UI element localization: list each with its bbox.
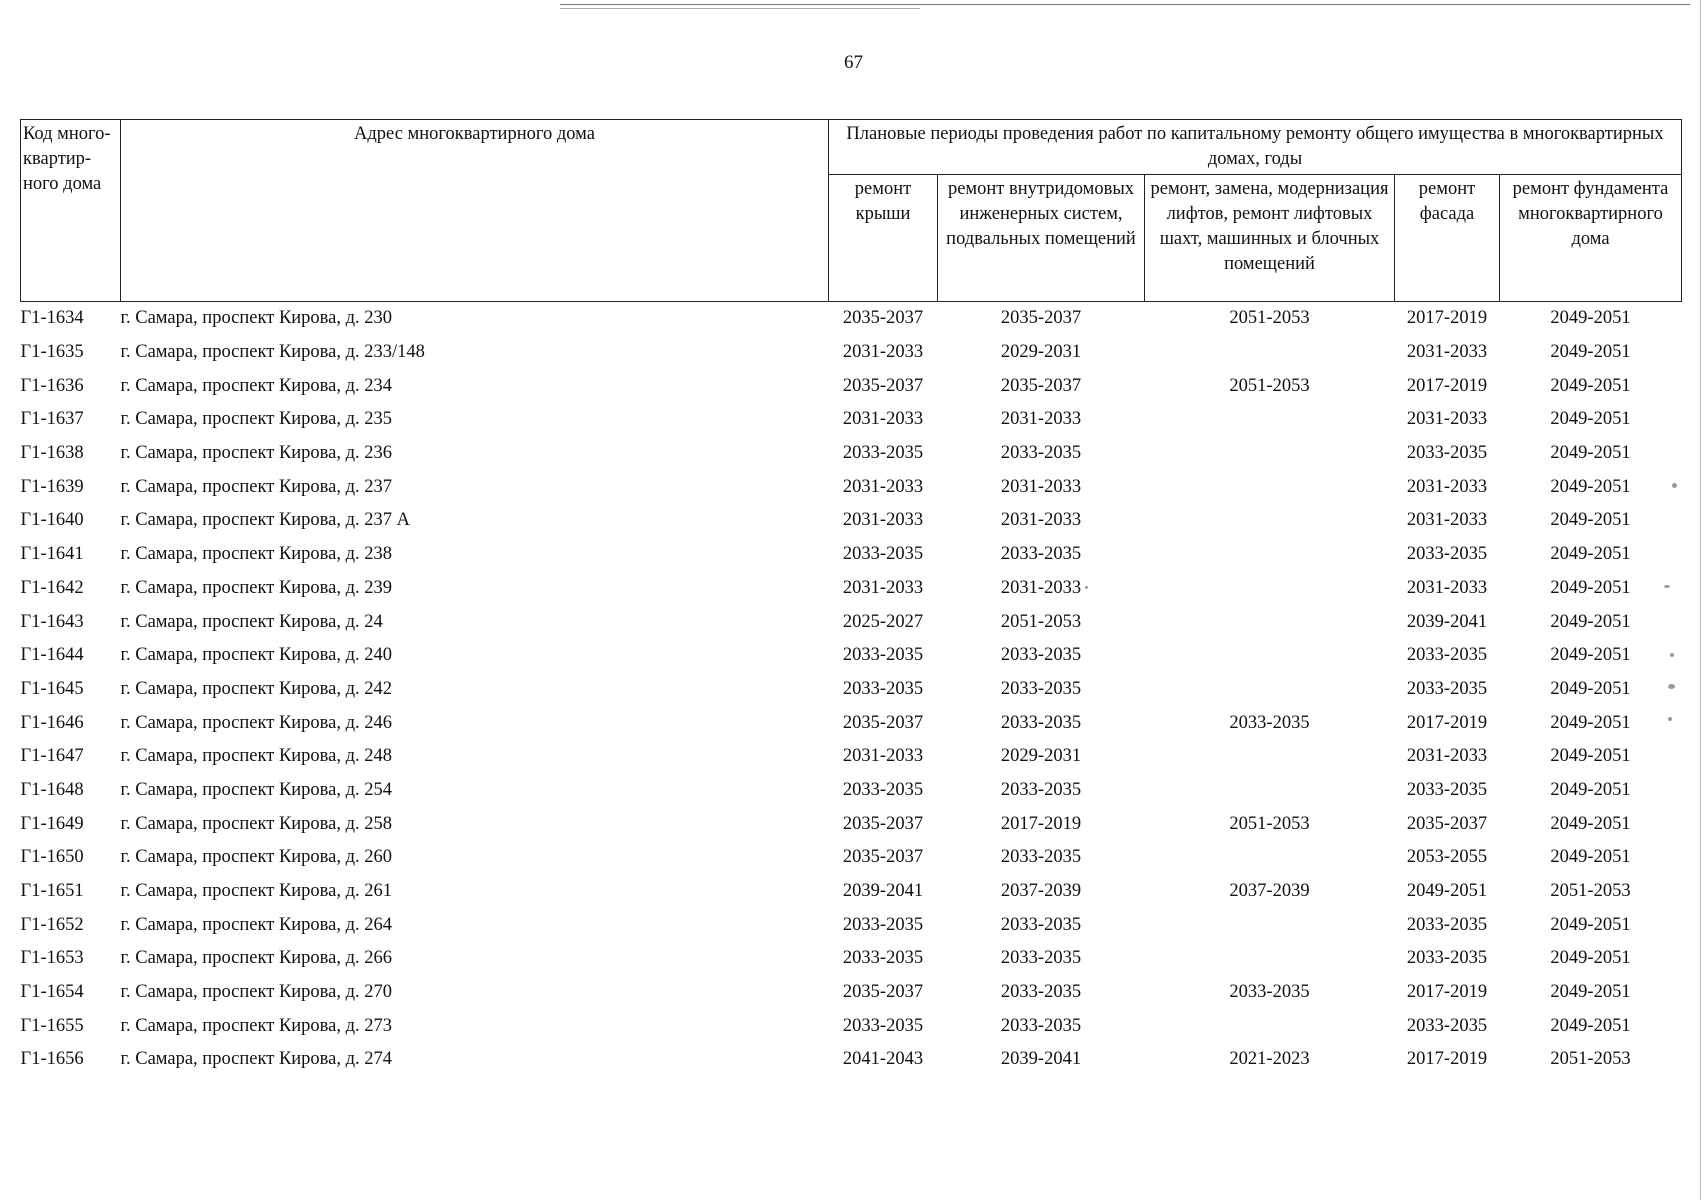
table-row [21, 908, 1682, 942]
table-row [21, 1009, 1682, 1043]
cell-facade: 2017-2019 [1406, 1049, 1488, 1070]
cell-lifts: 2037-2039 [1229, 881, 1310, 902]
table-row [21, 976, 1682, 1010]
cell-facade: 2053-2055 [1406, 847, 1488, 868]
cell-lifts [1145, 403, 1395, 437]
cell-systems: 2017-2019 [1000, 813, 1082, 834]
table-row [21, 673, 1682, 707]
cell-code: Г1-1652 [20, 914, 84, 935]
table-row [21, 807, 1682, 841]
cell-roof: 2033-2035 [842, 779, 924, 800]
header-planned-periods: Плановые периоды проведения работ по капитальному ремонту общего имущества в многоквартирных домах, годы [829, 120, 1682, 175]
cell-lifts [1145, 841, 1395, 875]
cell-roof: 2035-2037 [842, 982, 924, 1003]
cell-code: Г1-1650 [20, 847, 84, 868]
scan-speck [1664, 585, 1670, 588]
cell-lifts: 2021-2023 [1229, 1049, 1310, 1070]
cell-address: г. Самара, проспект Кирова, д. 239 [120, 577, 393, 598]
cell-address: г. Самара, проспект Кирова, д. 258 [120, 813, 393, 834]
scan-top-rule-secondary [560, 8, 920, 9]
cell-roof: 2031-2033 [842, 476, 924, 497]
header-facade: ремонт фасада [1395, 175, 1500, 302]
cell-systems: 2033-2035 [1000, 1015, 1082, 1036]
cell-code: Г1-1655 [20, 1015, 84, 1036]
cell-address: г. Самара, проспект Кирова, д. 237 [120, 476, 393, 497]
cell-code: Г1-1644 [20, 645, 84, 666]
cell-facade: 2049-2051 [1406, 881, 1488, 902]
cell-code: Г1-1646 [20, 712, 84, 733]
cell-lifts: 2033-2035 [1229, 712, 1310, 733]
cell-code: Г1-1656 [20, 1049, 84, 1070]
cell-facade: 2017-2019 [1406, 375, 1488, 396]
cell-roof: 2033-2035 [842, 544, 924, 565]
cell-address: г. Самара, проспект Кирова, д. 236 [120, 443, 393, 464]
cell-lifts [1145, 605, 1395, 639]
table-row [21, 875, 1682, 909]
cell-code: Г1-1640 [20, 510, 84, 531]
cell-systems: 2033-2035 [1000, 779, 1082, 800]
cell-lifts [1145, 470, 1395, 504]
cell-foundation: 2051-2053 [1550, 1049, 1631, 1070]
cell-facade: 2031-2033 [1406, 409, 1488, 430]
cell-code: Г1-1641 [20, 544, 84, 565]
table-row [21, 942, 1682, 976]
header-roof: ремонт крыши [829, 175, 938, 302]
cell-roof: 2031-2033 [842, 577, 924, 598]
cell-roof: 2033-2035 [842, 645, 924, 666]
cell-lifts [1145, 336, 1395, 370]
cell-address: г. Самара, проспект Кирова, д. 230 [120, 308, 393, 329]
table-row [21, 1043, 1682, 1077]
cell-roof: 2033-2035 [842, 1015, 924, 1036]
cell-facade: 2039-2041 [1406, 611, 1488, 632]
table-row [21, 572, 1682, 606]
cell-facade: 2033-2035 [1406, 544, 1488, 565]
table-row [21, 437, 1682, 471]
header-address: Адрес многоквартирного дома [121, 120, 829, 302]
cell-roof: 2033-2035 [842, 948, 924, 969]
cell-foundation: 2049-2051 [1550, 409, 1631, 430]
cell-roof: 2035-2037 [842, 847, 924, 868]
cell-facade: 2033-2035 [1406, 948, 1488, 969]
cell-systems: 2029-2031 [1000, 746, 1082, 767]
table-row [21, 740, 1682, 774]
cell-code: Г1-1637 [20, 409, 84, 430]
table-row [21, 639, 1682, 673]
repair-schedule-table [20, 119, 1682, 1077]
cell-systems: 2033-2035 [1000, 544, 1082, 565]
cell-lifts [1145, 740, 1395, 774]
cell-facade: 2031-2033 [1406, 577, 1488, 598]
scan-speck [1668, 717, 1672, 721]
cell-foundation: 2049-2051 [1550, 847, 1631, 868]
cell-roof: 2031-2033 [842, 342, 924, 363]
cell-code: Г1-1634 [20, 308, 84, 329]
cell-address: г. Самара, проспект Кирова, д. 261 [120, 881, 393, 902]
cell-code: Г1-1635 [20, 342, 84, 363]
cell-facade: 2033-2035 [1406, 645, 1488, 666]
cell-facade: 2017-2019 [1406, 982, 1488, 1003]
cell-systems: 2031-2033 [1000, 409, 1082, 430]
cell-roof: 2035-2037 [842, 375, 924, 396]
cell-roof: 2033-2035 [842, 914, 924, 935]
cell-foundation: 2049-2051 [1550, 544, 1631, 565]
cell-facade: 2033-2035 [1406, 678, 1488, 699]
cell-lifts [1145, 572, 1395, 606]
cell-code: Г1-1643 [20, 611, 84, 632]
table-row [21, 369, 1682, 403]
cell-facade: 2017-2019 [1406, 308, 1488, 329]
cell-systems: 2033-2035 [1000, 982, 1082, 1003]
header-foundation: ремонт фундамента многоквартирного дома [1500, 175, 1682, 302]
cell-lifts [1145, 942, 1395, 976]
cell-code: Г1-1645 [20, 678, 84, 699]
cell-systems: 2033-2035 [1000, 443, 1082, 464]
cell-systems: 2033-2035 [1000, 847, 1082, 868]
cell-lifts [1145, 437, 1395, 471]
cell-address: г. Самара, проспект Кирова, д. 24 [120, 611, 383, 632]
cell-lifts [1145, 538, 1395, 572]
cell-address: г. Самара, проспект Кирова, д. 266 [120, 948, 393, 969]
cell-facade: 2033-2035 [1406, 779, 1488, 800]
cell-foundation: 2049-2051 [1550, 476, 1631, 497]
table-row [21, 538, 1682, 572]
cell-roof: 2039-2041 [842, 881, 924, 902]
cell-address: г. Самара, проспект Кирова, д. 254 [120, 779, 393, 800]
cell-foundation: 2049-2051 [1550, 308, 1631, 329]
cell-systems: 2051-2053 [1000, 611, 1082, 632]
cell-roof: 2035-2037 [842, 813, 924, 834]
cell-code: Г1-1647 [20, 746, 84, 767]
cell-address: г. Самара, проспект Кирова, д. 248 [120, 746, 393, 767]
cell-foundation: 2049-2051 [1550, 914, 1631, 935]
cell-code: Г1-1638 [20, 443, 84, 464]
scan-speck [1670, 653, 1674, 657]
cell-roof: 2031-2033 [842, 746, 924, 767]
scan-top-rule [560, 4, 1690, 5]
cell-systems: 2029-2031 [1000, 342, 1082, 363]
scan-right-edge [1700, 0, 1701, 1200]
cell-facade: 2033-2035 [1406, 443, 1488, 464]
cell-code: Г1-1649 [20, 813, 84, 834]
table-row [21, 504, 1682, 538]
table-row [21, 605, 1682, 639]
table-row [21, 774, 1682, 808]
cell-facade: 2031-2033 [1406, 510, 1488, 531]
cell-systems: 2033-2035 [1000, 914, 1082, 935]
cell-foundation: 2049-2051 [1550, 375, 1631, 396]
cell-lifts [1145, 1009, 1395, 1043]
cell-address: г. Самара, проспект Кирова, д. 238 [120, 544, 393, 565]
table-row [21, 302, 1682, 336]
cell-systems: 2033-2035 [1000, 678, 1082, 699]
cell-roof: 2041-2043 [842, 1049, 924, 1070]
page-number: 67 [844, 52, 863, 73]
header-systems: ремонт внутридомовых инженерных систем, подвальных помещений [938, 175, 1145, 302]
cell-foundation: 2049-2051 [1550, 342, 1631, 363]
cell-facade: 2033-2035 [1406, 914, 1488, 935]
table-row [21, 841, 1682, 875]
cell-facade: 2033-2035 [1406, 1015, 1488, 1036]
cell-lifts: 2051-2053 [1229, 375, 1310, 396]
table-body [21, 302, 1682, 1077]
cell-code: Г1-1642 [20, 577, 84, 598]
cell-address: г. Самара, проспект Кирова, д. 273 [120, 1015, 393, 1036]
cell-systems: 2033-2035 [1000, 712, 1082, 733]
cell-foundation: 2051-2053 [1550, 881, 1631, 902]
cell-address: г. Самара, проспект Кирова, д. 242 [120, 678, 393, 699]
cell-lifts [1145, 774, 1395, 808]
cell-address: г. Самара, проспект Кирова, д. 260 [120, 847, 393, 868]
cell-lifts [1145, 908, 1395, 942]
scan-speck [1668, 684, 1675, 689]
header-lifts: ремонт, замена, модернизация лифтов, ремонт лифтовых шахт, машинных и блочных помещений [1145, 175, 1395, 302]
cell-lifts: 2051-2053 [1229, 813, 1310, 834]
cell-address: г. Самара, проспект Кирова, д. 237 А [120, 510, 411, 531]
cell-foundation: 2049-2051 [1550, 948, 1631, 969]
cell-facade: 2031-2033 [1406, 342, 1488, 363]
cell-foundation: 2049-2051 [1550, 678, 1631, 699]
cell-systems: 2039-2041 [1000, 1049, 1082, 1070]
cell-facade: 2031-2033 [1406, 746, 1488, 767]
cell-code: Г1-1639 [20, 476, 84, 497]
cell-lifts: 2051-2053 [1229, 308, 1310, 329]
cell-foundation: 2049-2051 [1550, 746, 1631, 767]
cell-lifts [1145, 639, 1395, 673]
cell-roof: 2031-2033 [842, 510, 924, 531]
cell-roof: 2035-2037 [842, 308, 924, 329]
cell-address: г. Самара, проспект Кирова, д. 233/148 [120, 342, 425, 363]
cell-foundation: 2049-2051 [1550, 510, 1631, 531]
cell-address: г. Самара, проспект Кирова, д. 270 [120, 982, 393, 1003]
cell-roof: 2033-2035 [842, 443, 924, 464]
cell-lifts: 2033-2035 [1229, 982, 1310, 1003]
cell-roof: 2031-2033 [842, 409, 924, 430]
table-row [21, 706, 1682, 740]
cell-roof: 2035-2037 [842, 712, 924, 733]
cell-foundation: 2049-2051 [1550, 645, 1631, 666]
cell-code: Г1-1653 [20, 948, 84, 969]
cell-foundation: 2049-2051 [1550, 813, 1631, 834]
cell-roof: 2025-2027 [842, 611, 924, 632]
cell-systems: 2035-2037 [1000, 375, 1082, 396]
cell-facade: 2035-2037 [1406, 813, 1488, 834]
cell-foundation: 2049-2051 [1550, 577, 1631, 598]
cell-systems: 2033-2035 [1000, 948, 1082, 969]
cell-code: Г1-1636 [20, 375, 84, 396]
cell-systems: 2031-2033 [1000, 510, 1082, 531]
cell-facade: 2031-2033 [1406, 476, 1488, 497]
cell-roof: 2033-2035 [842, 678, 924, 699]
cell-code: Г1-1651 [20, 881, 84, 902]
cell-systems: 2033-2035 [1000, 645, 1082, 666]
cell-lifts [1145, 673, 1395, 707]
table-row [21, 336, 1682, 370]
cell-code: Г1-1654 [20, 982, 84, 1003]
cell-lifts [1145, 504, 1395, 538]
header-code: Код много-квартир-ного дома [21, 120, 121, 302]
cell-foundation: 2049-2051 [1550, 712, 1631, 733]
cell-foundation: 2049-2051 [1550, 443, 1631, 464]
cell-systems: 2037-2039 [1000, 881, 1082, 902]
cell-facade: 2017-2019 [1406, 712, 1488, 733]
cell-address: г. Самара, проспект Кирова, д. 234 [120, 375, 393, 396]
cell-systems: 2035-2037 [1000, 308, 1082, 329]
scan-speck [1672, 483, 1677, 488]
cell-foundation: 2049-2051 [1550, 611, 1631, 632]
cell-foundation: 2049-2051 [1550, 982, 1631, 1003]
cell-address: г. Самара, проспект Кирова, д. 246 [120, 712, 393, 733]
table-row [21, 403, 1682, 437]
scan-speck [1085, 586, 1088, 589]
cell-foundation: 2049-2051 [1550, 779, 1631, 800]
cell-systems: 2031-2033 [1000, 577, 1082, 598]
cell-address: г. Самара, проспект Кирова, д. 264 [120, 914, 393, 935]
cell-code: Г1-1648 [20, 779, 84, 800]
cell-systems: 2031-2033 [1000, 476, 1082, 497]
cell-foundation: 2049-2051 [1550, 1015, 1631, 1036]
cell-address: г. Самара, проспект Кирова, д. 235 [120, 409, 393, 430]
table-header [21, 120, 1682, 302]
table-row [21, 470, 1682, 504]
cell-address: г. Самара, проспект Кирова, д. 274 [120, 1049, 393, 1070]
cell-address: г. Самара, проспект Кирова, д. 240 [120, 645, 393, 666]
